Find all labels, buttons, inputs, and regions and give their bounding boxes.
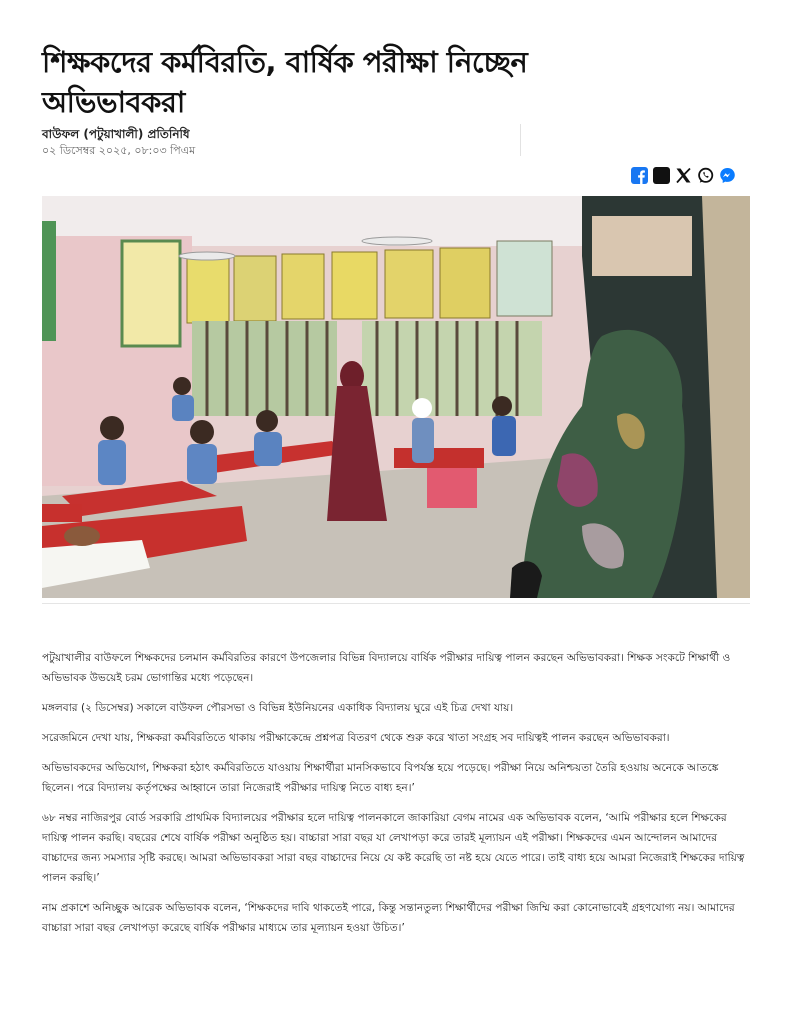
whatsapp-icon[interactable] [696, 166, 714, 184]
wall-chart [42, 221, 56, 341]
article-paragraph: পটুয়াখালীর বাউফলে শিক্ষকদের চলমান কর্মবিরতির কারণে উপজেলার বিভিন্ন বিদ্যালয়ে বার্ষিক পরীক্ষার দায়িত্ব পালন করছেন অভিভাবকরা। শিক্ষক সংকটে শিক্ষার্থী ও অভিভাবক উভয়েই চরম ভোগান্তির মধ্যে পড়েছেন। [42, 652, 731, 684]
article-date: ০২ ডিসেম্বর ২০২৫, ০৮:০৩ পিএম [42, 144, 196, 157]
copy-link-icon[interactable] [652, 166, 670, 184]
article-paragraph: সরেজমিনে দেখা যায়, শিক্ষকরা কর্মবিরতিতে থাকায় পরীক্ষাকেন্দ্রে প্রশ্নপত্র বিতরণ থেকে শুরু করে খাতা সংগ্রহ সব দায়িত্বই পালন করছেন অভিভাবকরা। [42, 732, 670, 744]
article-byline[interactable]: বাউফল (পটুয়াখালী) প্রতিনিধি [42, 127, 190, 141]
x-icon[interactable] [674, 166, 692, 184]
article-paragraph: অভিভাবকদের অভিযোগ, শিক্ষকরা হঠাৎ কর্মবিরতিতে যাওয়ায় শিক্ষার্থীরা মানসিকভাবে বিপর্যস্ত হয়ে পড়েছে। পরীক্ষা নিয়ে অনিশ্চয়তা তৈরি হওয়ায় অনেকে আতঙ্কে ছিলেন। পরে বিদ্যালয় কর্তৃপক্ষের আহ্বানে তারা নিজেরাই পরীক্ষার দায়িত্ব নিতে বাধ্য হন।’ [42, 762, 719, 794]
photo-divider [42, 603, 750, 604]
facebook-icon[interactable] [630, 166, 648, 184]
messenger-icon[interactable] [718, 166, 736, 184]
article-photo [42, 196, 750, 598]
article-body [42, 648, 750, 948]
article-paragraph: মঙ্গলবার (২ ডিসেম্বর) সকালে বাউফল পৌরসভা ও বিভিন্ন ইউনিয়নের একাধিক বিদ্যালয় ঘুরে এই চিত্র দেখা যায়। [42, 702, 514, 714]
wall-chart [122, 241, 180, 346]
article-paragraph: নাম প্রকাশে অনিচ্ছুক আরেক অভিভাবক বলেন, ‘শিক্ষকদের দাবি থাকতেই পারে, কিন্তু সন্তানতুল্য শিক্ষার্থীদের পরীক্ষা জিম্মি করা কোনোভাবেই গ্রহণযোগ্য নয়। আমাদের বাচ্চারা সারা বছর লেখাপড়া করেছে বার্ষিক পরীক্ষার মাধ্যমে তার মূল্যায়ন হওয়া উচিত।’ [42, 902, 735, 934]
share-bar [630, 166, 736, 184]
article-headline: শিক্ষকদের কর্মবিরতি, বার্ষিক পরীক্ষা নিচ্ছেন অভিভাবকরা [42, 45, 528, 119]
header-divider [520, 124, 521, 156]
article-paragraph: ৬৮ নম্বর নাজিরপুর বোর্ড সরকারি প্রাথমিক বিদ্যালয়ের পরীক্ষার হলে দায়িত্ব পালনকালে জাকারিয়া বেগম নামের এক অভিভাবক বলেন, ‘আমি পরীক্ষার হলে শিক্ষকের দায়িত্ব পালন করছি। বছরের শেষে বার্ষিক পরীক্ষা অনুষ্ঠিত হয়। বাচ্চারা সারা বছর যা লেখাপড়া করে তারই মূল্যায়ন এই পরীক্ষা। শিক্ষকদের এমন আন্দোলন আমাদের বাচ্চাদের জন্য সমস্যার সৃষ্টি করছে। আমরা অভিভাবকরা সারা বছর বাচ্চাদের নিয়ে যে কষ্ট করেছি তা নষ্ট হয়ে যেতে পারে। তাই বাধ্য হয়ে আমরা নিজেরাই শিক্ষকের দায়িত্ব পালন করছি।’ [42, 812, 745, 884]
